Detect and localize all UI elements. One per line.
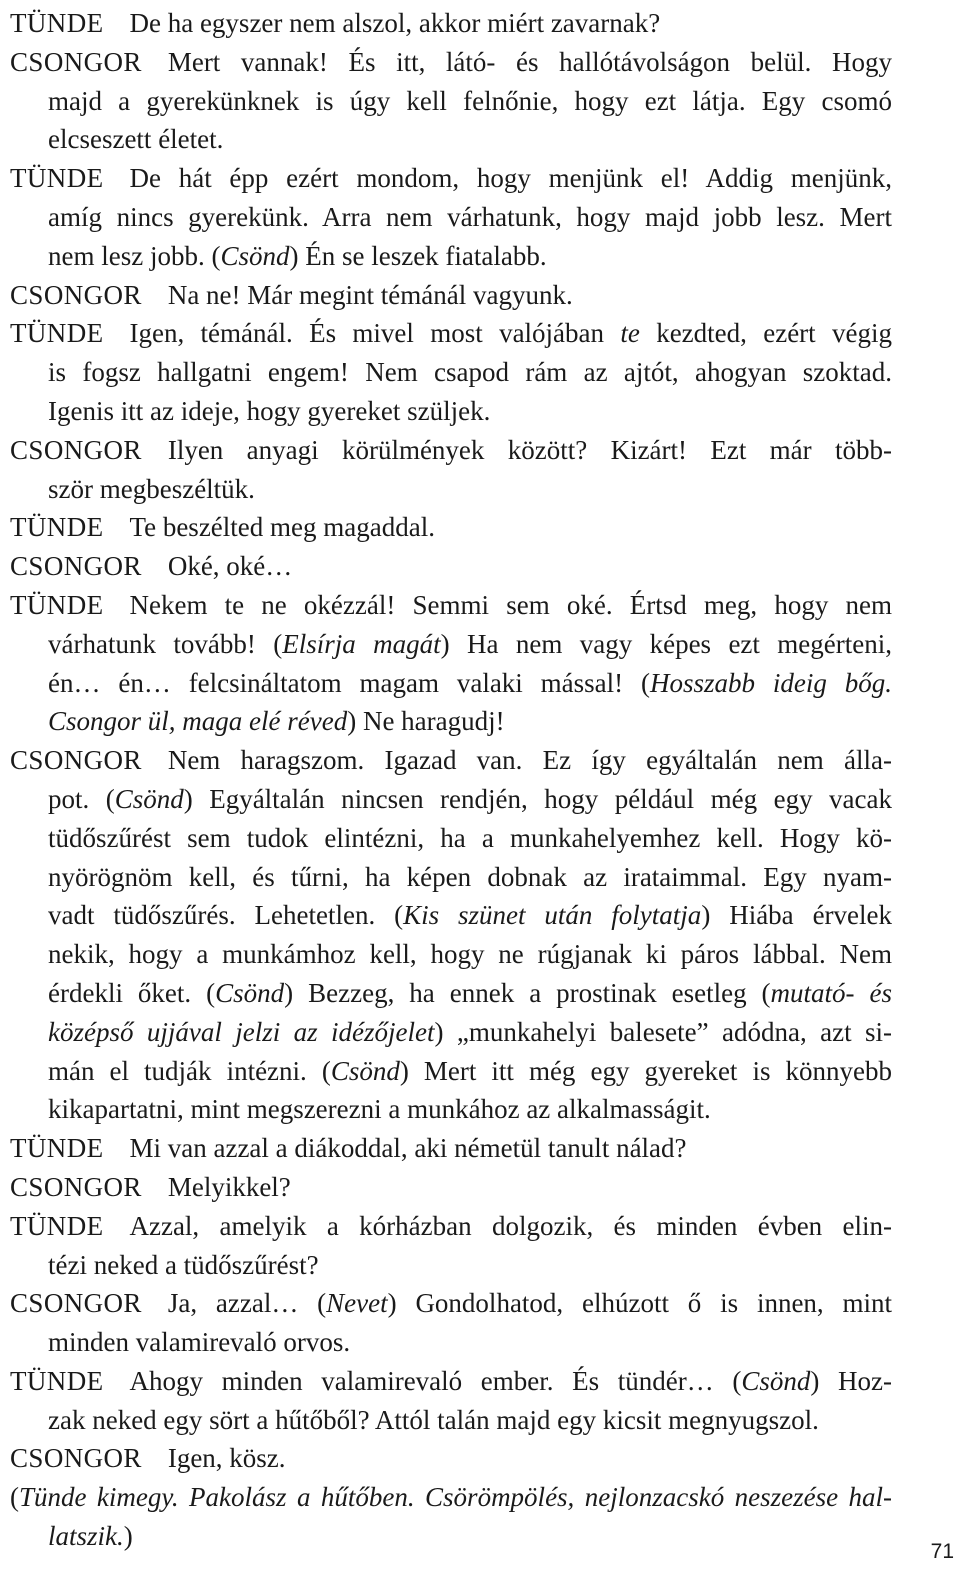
dialogue-line <box>10 198 892 237</box>
dialogue-line <box>10 780 892 819</box>
line-text: Oké, oké… <box>167 551 293 582</box>
speaker-name: TÜNDE <box>10 318 104 349</box>
line-text: én… én… felcsináltatom magam valaki mással! (Hosszabb ideig bőg. <box>48 667 892 698</box>
speaker-name: TÜNDE <box>10 163 104 194</box>
dialogue-line <box>10 1362 892 1401</box>
line-text: kikapartatni, mint megszerezni a munkához az alkalmasságit. <box>48 1094 711 1125</box>
line-text: Nekem te ne okézzál! Semmi sem oké. Értsd meg, hogy nem <box>129 589 892 620</box>
dialogue-line <box>10 353 892 392</box>
speaker-name: CSONGOR <box>10 551 142 582</box>
dialogue-line <box>10 702 892 741</box>
line-text: Na ne! Már megint témánál vagyunk. <box>167 279 573 310</box>
dialogue-line <box>10 392 892 431</box>
speaker-name: TÜNDE <box>10 8 104 38</box>
dialogue-line <box>10 1129 892 1168</box>
dialogue-line <box>10 237 892 276</box>
line-text: Ilyen anyagi körülmények között? Kizárt! Ezt már több- <box>167 434 892 465</box>
line-text: latszik.) <box>48 1521 133 1552</box>
line-text: Azzal, amelyik a kórházban dolgozik, és minden évben elin- <box>129 1210 892 1241</box>
speaker-name: TÜNDE <box>10 512 104 543</box>
line-text: Melyikkel? <box>167 1171 291 1202</box>
line-text: Mert vannak! És itt, látó- és hallótávolságon belül. Hogy <box>167 46 892 77</box>
dialogue-line <box>10 1401 892 1440</box>
dialogue-line <box>10 1439 892 1478</box>
dialogue-line <box>10 508 892 547</box>
line-text: Ja, azzal… (Nevet) Gondolhatod, elhúzott ő is innen, mint <box>167 1288 893 1319</box>
line-text: Te beszélted meg magaddal. <box>129 512 435 543</box>
dialogue-line <box>10 1323 892 1362</box>
line-text: Mi van azzal a diákoddal, aki németül tanult nálad? <box>129 1133 687 1164</box>
speaker-name: CSONGOR <box>10 46 142 77</box>
dialogue-line <box>10 43 892 82</box>
dialogue-line <box>10 4 892 43</box>
speaker-name: TÜNDE <box>10 589 104 620</box>
dialogue-line <box>10 120 892 159</box>
dialogue-line <box>10 314 892 353</box>
line-text: minden valamirevaló orvos. <box>48 1327 351 1358</box>
line-text: Igenis itt az ideje, hogy gyereket szüljek. <box>48 395 491 426</box>
line-text: érdekli őket. (Csönd) Bezzeg, ha ennek a prostinak esetleg (mutató- és <box>48 977 893 1008</box>
dialogue-line <box>10 159 892 198</box>
dialogue-line <box>10 935 892 974</box>
line-text: majd a gyerekünknek is úgy kell felnőnie, hogy ezt látja. Egy csomó <box>48 85 892 116</box>
speaker-name: CSONGOR <box>10 1443 142 1474</box>
page-number: 71 <box>930 1540 954 1563</box>
line-text: Igen, témánál. És mivel most valójában te kezdted, ezért végig <box>129 318 892 349</box>
dialogue-line <box>10 82 892 121</box>
line-text: tüdőszűrést sem tudok elintézni, ha a munkahelyemhez kell. Hogy kö- <box>48 822 892 853</box>
dialogue-line <box>10 586 892 625</box>
line-text: is fogsz hallgatni engem! Nem csapod rám az ajtót, ahogyan szoktad. <box>48 357 892 388</box>
dialogue-text <box>10 4 892 1556</box>
dialogue-line <box>10 625 892 664</box>
speaker-name: CSONGOR <box>10 1171 142 1202</box>
line-text: nekik, hogy a munkámhoz kell, hogy ne rúgjanak ki páros lábbal. Nem <box>48 939 892 970</box>
speaker-name: CSONGOR <box>10 745 142 776</box>
dialogue-line <box>10 1207 892 1246</box>
line-text: középső ujjával jelzi az idézőjelet) „munkahelyi balesete” adódna, azt si- <box>48 1016 892 1047</box>
line-text: vadt tüdőszűrés. Lehetetlen. (Kis szünet után folytatja) Hiába érvelek <box>48 900 893 931</box>
line-text: Ahogy minden valamirevaló ember. És tündér… (Csönd) Hoz- <box>129 1365 893 1396</box>
speaker-name: TÜNDE <box>10 1365 104 1396</box>
dialogue-line <box>10 1478 892 1517</box>
speaker-name: CSONGOR <box>10 279 142 310</box>
speaker-name: TÜNDE <box>10 1210 104 1241</box>
dialogue-line <box>10 1168 892 1207</box>
line-text: várhatunk tovább! (Elsírja magát) Ha nem vagy képes ezt megérteni, <box>48 628 892 659</box>
dialogue-line <box>10 1052 892 1091</box>
speaker-name: CSONGOR <box>10 1288 142 1319</box>
dialogue-line <box>10 741 892 780</box>
line-text: amíg nincs gyerekünk. Arra nem várhatunk, hogy majd jobb lesz. Mert <box>48 201 892 232</box>
dialogue-line <box>10 1246 892 1285</box>
line-text: De ha egyszer nem alszol, akkor miért zavarnak? <box>129 8 661 38</box>
line-text: elcseszett életet. <box>48 124 224 155</box>
dialogue-line <box>10 1013 892 1052</box>
dialogue-line <box>10 1517 892 1556</box>
dialogue-line <box>10 431 892 470</box>
line-text: ször megbeszéltük. <box>48 473 255 504</box>
line-text: nem lesz jobb. (Csönd) Én se leszek fiatalabb. <box>48 240 547 271</box>
line-text: Nem haragszom. Igazad van. Ez így egyáltalán nem álla- <box>167 745 892 776</box>
dialogue-line <box>10 547 892 586</box>
dialogue-line <box>10 819 892 858</box>
line-text: De hát épp ezért mondom, hogy menjünk el! Addig menjünk, <box>129 163 892 194</box>
dialogue-line <box>10 470 892 509</box>
line-text: zak neked egy sört a hűtőből? Attól talán majd egy kicsit megnyugszol. <box>48 1404 819 1435</box>
line-text: tézi neked a tüdőszűrést? <box>48 1249 319 1280</box>
dialogue-line <box>10 664 892 703</box>
line-text: pot. (Csönd) Egyáltalán nincsen rendjén, hogy például még egy vacak <box>48 783 892 814</box>
dialogue-line <box>10 974 892 1013</box>
line-text: mán el tudják intézni. (Csönd) Mert itt még egy gyereket is könnyebb <box>48 1055 893 1086</box>
dialogue-line <box>10 276 892 315</box>
dialogue-line <box>10 1284 892 1323</box>
line-text: Csongor ül, maga elé réved) Ne haragudj! <box>48 706 505 737</box>
dialogue-line <box>10 896 892 935</box>
speaker-name: CSONGOR <box>10 434 142 465</box>
line-text: nyörögnöm kell, és tűrni, ha képen dobnak az irataimmal. Egy nyam- <box>48 861 892 892</box>
dialogue-line <box>10 1090 892 1129</box>
dialogue-line <box>10 858 892 897</box>
line-text: (Tünde kimegy. Pakolász a hűtőben. Csörömpölés, nejlonzacskó neszezése hal- <box>10 1482 892 1513</box>
line-text: Igen, kösz. <box>167 1443 286 1474</box>
speaker-name: TÜNDE <box>10 1133 104 1164</box>
